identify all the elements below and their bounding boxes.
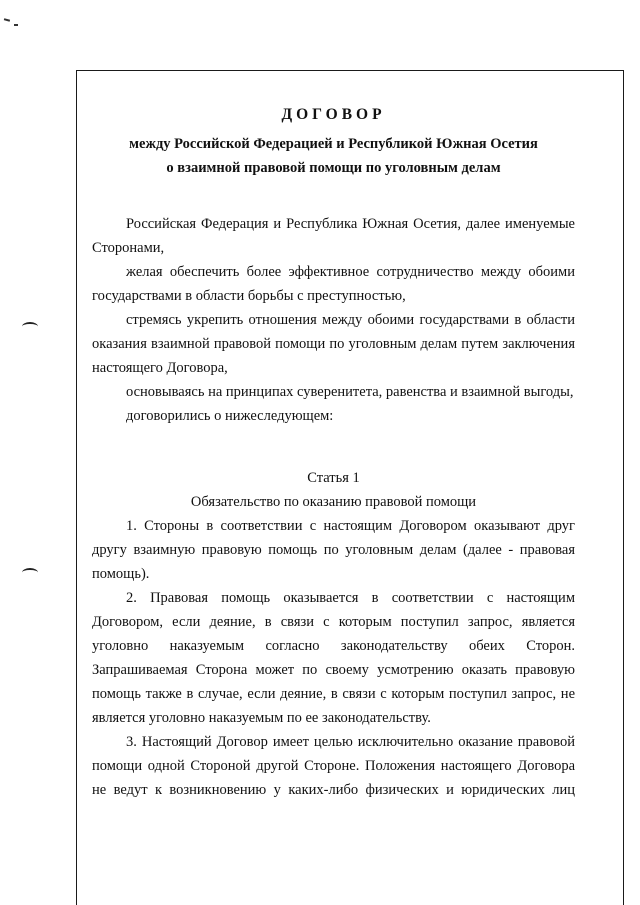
preamble-paragraph: договорились о нижеследующем: (126, 408, 334, 424)
article-paragraph: 3. Настоящий Договор имеет целью исключительно оказание правовой помощи одной Стороной другой Стороне. Положения настоящего Договора не ведут к возникновению у каких-либо физических и юридических лиц (92, 734, 575, 798)
punch-hole-mark (22, 322, 38, 331)
article-paragraph: 2. Правовая помощь оказывается в соответствии с настоящим Договором, если деяние, в связи с которым поступил запрос, является уголовно наказуемым согласно законодательству обеих Сторон. Запрашиваемая Сторона может по своему усмотрению оказать правовую помощь также в случае, если деяние, в связи с которым поступил запрос, не является уголовно наказуемым по ее законодательству. (92, 590, 575, 726)
document-subtitle-line1: между Российской Федерацией и Республикой Южная Осетия (129, 136, 538, 152)
document-body (92, 104, 575, 802)
preamble-paragraph: желая обеспечить более эффективное сотрудничество между обоими государствами в области борьбы с преступностью, (92, 264, 575, 304)
punch-hole-mark (22, 568, 38, 577)
scan-artifact (14, 24, 18, 26)
preamble-paragraph: стремясь укрепить отношения между обоими государствами в области оказания взаимной правовой помощи по уголовным делам путем заключения настоящего Договора, (92, 312, 575, 376)
preamble-paragraph: основываясь на принципах суверенитета, равенства и взаимной выгоды, (126, 384, 574, 400)
scan-artifact (4, 18, 10, 21)
article-paragraph: 1. Стороны в соответствии с настоящим Договором оказывают друг другу взаимную правовую помощь по уголовным делам (далее - правовая помощь). (92, 518, 575, 582)
article-number: Статья 1 (307, 470, 360, 486)
preamble-paragraph: Российская Федерация и Республика Южная Осетия, далее именуемые Сторонами, (92, 216, 575, 256)
article-heading: Обязательство по оказанию правовой помощи (190, 494, 477, 510)
document-subtitle-line2: о взаимной правовой помощи по уголовным делам (166, 160, 501, 176)
document-title: ДОГОВОР (281, 106, 386, 123)
